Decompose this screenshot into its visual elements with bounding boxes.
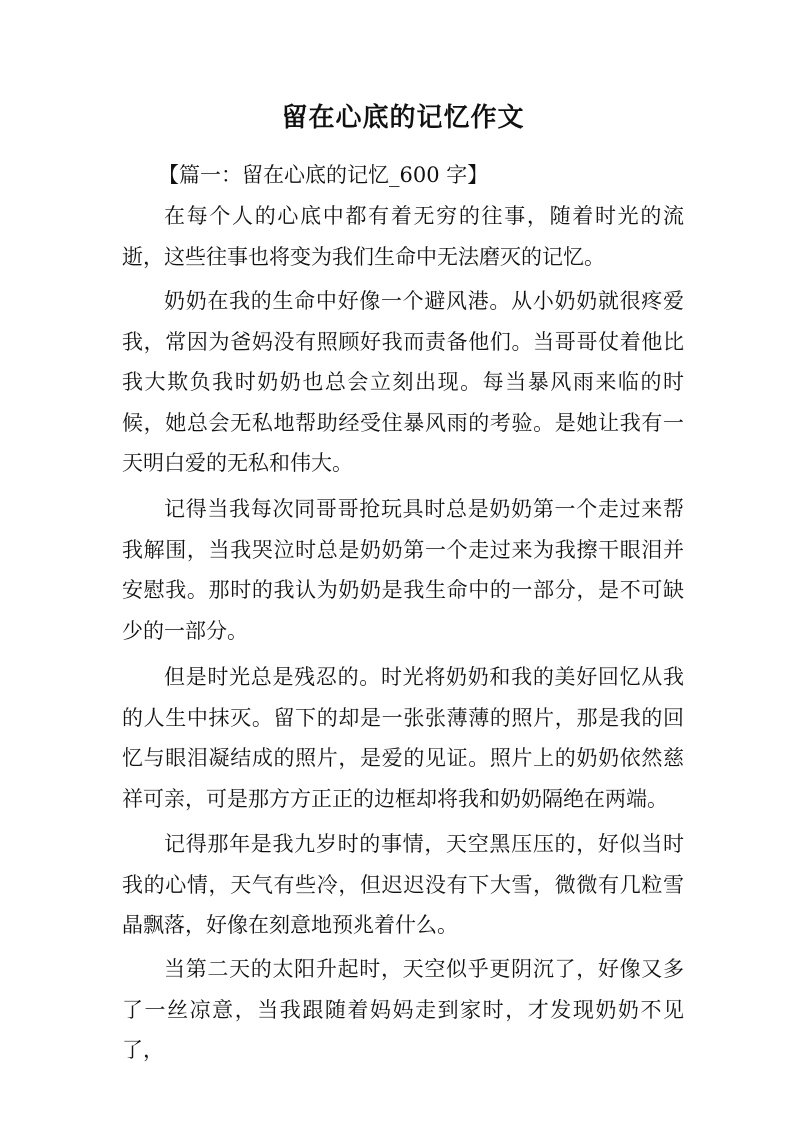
paragraph-2: 奶奶在我的生命中好像一个避风港。从小奶奶就很疼爱我，常因为爸妈没有照顾好我而责备他们。当哥哥仗着他比我大欺负我时奶奶也总会立刻出现。每当暴风雨来临的时候，她总会无私地帮助经受住暴风雨的考验。是她让我有一天明白爱的无私和伟大。 (122, 289, 684, 476)
section-heading: 【篇一：留在心底的记忆_600 字】 (158, 163, 489, 187)
paragraph-6: 当第二天的太阳升起时，天空似乎更阴沉了，好像又多了一丝凉意，当我跟随着妈妈走到家时，才发现奶奶不见了， (122, 957, 684, 1063)
paragraph-3: 记得当我每次同哥哥抢玩具时总是奶奶第一个走过来帮我解围，当我哭泣时总是奶奶第一个走过来为我擦干眼泪并安慰我。那时的我认为奶奶是我生命中的一部分，是不可缺少的一部分。 (122, 497, 684, 643)
paragraph-1: 在每个人的心底中都有着无穷的往事，随着时光的流逝，这些往事也将变为我们生命中无法磨灭的记忆。 (122, 204, 684, 269)
document-title: 留在心底的记忆作文 (281, 103, 525, 133)
paragraph-5: 记得那年是我九岁时的事情，天空黑压压的，好似当时我的心情，天气有些冷，但迟迟没有下大雪，微微有几粒雪晶飘落，好像在刻意地预兆着什么。 (122, 832, 684, 938)
paragraph-4: 但是时光总是残忍的。时光将奶奶和我的美好回忆从我的人生中抹灭。留下的却是一张张薄薄的照片，那是我的回忆与眼泪凝结成的照片，是爱的见证。照片上的奶奶依然慈祥可亲，可是那方方正正的边框却将我和奶奶隔绝在两端。 (122, 665, 684, 811)
